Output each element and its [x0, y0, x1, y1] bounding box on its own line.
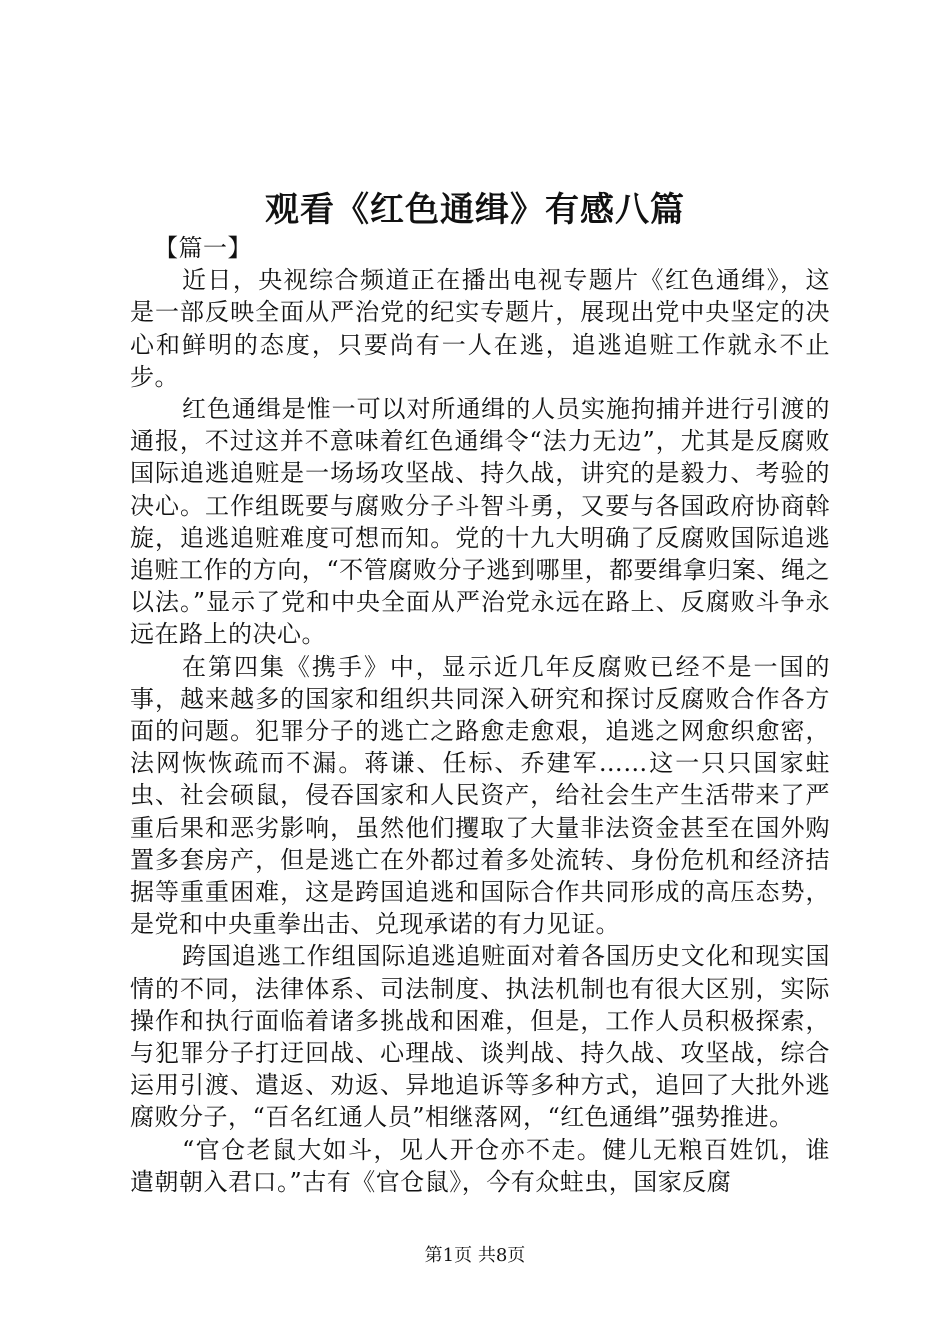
paragraph-5: “官仓老鼠大如斗，见人开仓亦不走。健儿无粮百姓饥，谁遣朝朝入君口。”古有《官仓鼠》，今有众蛀虫，国家反腐: [130, 1135, 830, 1196]
section-label: 【篇一】: [154, 234, 252, 262]
paragraph-3: 在第四集《携手》中，显示近几年反腐败已经不是一国的事，越来越多的国家和组织共同深入研究和探讨反腐败合作各方面的问题。犯罪分子的逃亡之路愈走愈艰，追逃之网愈织愈密，法网恢恢疏而不漏。蒋谦、任标、乔建军……这一只只国家蛀虫、社会硕鼠，侵吞国家和人民资产，给社会生产生活带来了严重后果和恶劣影响，虽然他们攫取了大量非法资金甚至在国外购置多套房产，但是逃亡在外都过着多处流转、身份危机和经济拮据等重重困难，这是跨国追逃和国际合作共同形成的高压态势，是党和中央重拳出击、兑现承诺的有力见证。: [130, 652, 830, 939]
document-body: [130, 232, 830, 1198]
page-footer: 第1页 共8页: [424, 1245, 526, 1266]
paragraph-2: 红色通缉是惟一可以对所通缉的人员实施拘捕并进行引渡的通报，不过这并不意味着红色通缉令“法力无边”，尤其是反腐败国际追逃追赃是一场场攻坚战、持久战，讲究的是毅力、考验的决心。工作组既要与腐败分子斗智斗勇，又要与各国政府协商斡旋，追逃追赃难度可想而知。党的十九大明确了反腐败国际追逃追赃工作的方向，“不管腐败分子逃到哪里，都要缉拿归案、绳之以法。”显示了党和中央全面从严治党永远在路上、反腐败斗争永远在路上的决心。: [130, 395, 830, 649]
paragraph-4: 跨国追逃工作组国际追逃追赃面对着各国历史文化和现实国情的不同，法律体系、司法制度、执法机制也有很大区别，实际操作和执行面临着诸多挑战和困难，但是，工作人员积极探索，与犯罪分子打迂回战、心理战、谈判战、持久战、攻坚战，综合运用引渡、遣返、劝返、异地追诉等多种方式，追回了大批外逃腐败分子，“百名红通人员”相继落网，“红色通缉”强势推进。: [130, 942, 830, 1132]
paragraph-1: 近日，央视综合频道正在播出电视专题片《红色通缉》，这是一部反映全面从严治党的纪实专题片，展现出党中央坚定的决心和鲜明的态度，只要尚有一人在逃，追逃追赃工作就永不止步。: [130, 266, 830, 391]
document-title: 观看《红色通缉》有感八篇: [265, 190, 685, 230]
